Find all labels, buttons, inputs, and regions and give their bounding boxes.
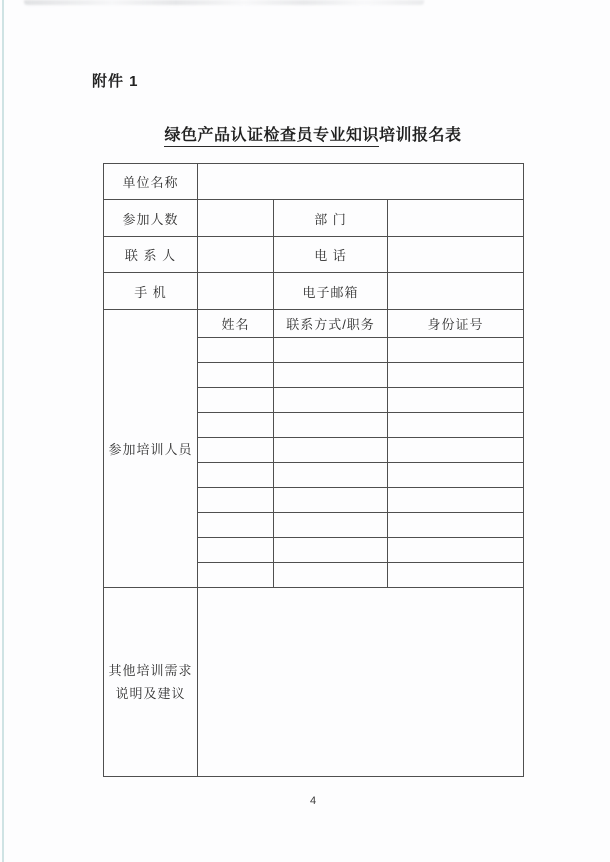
- participant-contact-cell: [274, 363, 388, 388]
- participants-rowheader-cell: 参加培训人员: [104, 310, 198, 588]
- participant-name-cell: [198, 438, 274, 463]
- participant-name-cell: [198, 413, 274, 438]
- page-title: [103, 122, 523, 145]
- mobile-value-cell: [198, 273, 274, 310]
- participant-name-cell: [198, 363, 274, 388]
- participant-name-cell: [198, 563, 274, 588]
- attachment-label: 附件 1: [92, 73, 139, 90]
- participant-contact-cell: [274, 488, 388, 513]
- mobile-label-cell: 手 机: [104, 273, 198, 310]
- participant-contact-cell: [274, 563, 388, 588]
- participant-name-cell: [198, 338, 274, 363]
- contact-person-value-cell: [198, 237, 274, 273]
- participant-name-cell: [198, 513, 274, 538]
- participant-contact-cell: [274, 463, 388, 488]
- participants-count-label-cell: 参加人数: [104, 200, 198, 237]
- email-value-cell: [388, 273, 524, 310]
- participant-contact-cell: [274, 338, 388, 363]
- page-title-underlined: 绿色产品认证检查员专业知识: [164, 127, 379, 147]
- id-number-column-header: 身份证号: [388, 310, 524, 338]
- participant-id-cell: [388, 413, 524, 438]
- scan-artifact-left-edge: [2, 0, 4, 862]
- unit-name-label-cell: 单位名称: [104, 164, 198, 200]
- scan-artifact-top: [24, 0, 424, 5]
- page-number: 4: [309, 795, 317, 807]
- participant-contact-cell: [274, 538, 388, 563]
- participant-contact-cell: [274, 513, 388, 538]
- contact-position-column-header: 联系方式/职务: [274, 310, 388, 338]
- participants-count-value-cell: [198, 200, 274, 237]
- participant-name-cell: [198, 538, 274, 563]
- page-title-plain: 培训报名表: [379, 127, 462, 144]
- participant-id-cell: [388, 538, 524, 563]
- participant-name-cell: [198, 388, 274, 413]
- table-row: [104, 237, 524, 273]
- participant-contact-cell: [274, 438, 388, 463]
- participant-id-cell: [388, 463, 524, 488]
- phone-label-cell: 电 话: [274, 237, 388, 273]
- participant-id-cell: [388, 338, 524, 363]
- participant-id-cell: [388, 363, 524, 388]
- other-needs-value-cell: [198, 588, 524, 777]
- email-label-cell: 电子邮箱: [274, 273, 388, 310]
- phone-value-cell: [388, 237, 524, 273]
- name-column-header: 姓名: [198, 310, 274, 338]
- department-label-cell: 部 门: [274, 200, 388, 237]
- other-needs-row: [104, 588, 524, 777]
- other-needs-label-cell: [104, 588, 198, 777]
- participant-id-cell: [388, 388, 524, 413]
- contact-person-label-cell: 联 系 人: [104, 237, 198, 273]
- other-needs-label-line1: 其他培训需求: [108, 663, 193, 678]
- participant-id-cell: [388, 438, 524, 463]
- participant-id-cell: [388, 488, 524, 513]
- participant-name-cell: [198, 488, 274, 513]
- participant-id-cell: [388, 563, 524, 588]
- participants-header-row: [104, 310, 524, 338]
- department-value-cell: [388, 200, 524, 237]
- table-row: [104, 164, 524, 200]
- table-row: [104, 200, 524, 237]
- participant-contact-cell: [274, 388, 388, 413]
- registration-form-table: [103, 163, 524, 777]
- other-needs-label-line2: 说明及建议: [115, 686, 186, 701]
- participant-contact-cell: [274, 413, 388, 438]
- unit-name-value-cell: [198, 164, 524, 200]
- table-row: [104, 273, 524, 310]
- participant-name-cell: [198, 463, 274, 488]
- participant-id-cell: [388, 513, 524, 538]
